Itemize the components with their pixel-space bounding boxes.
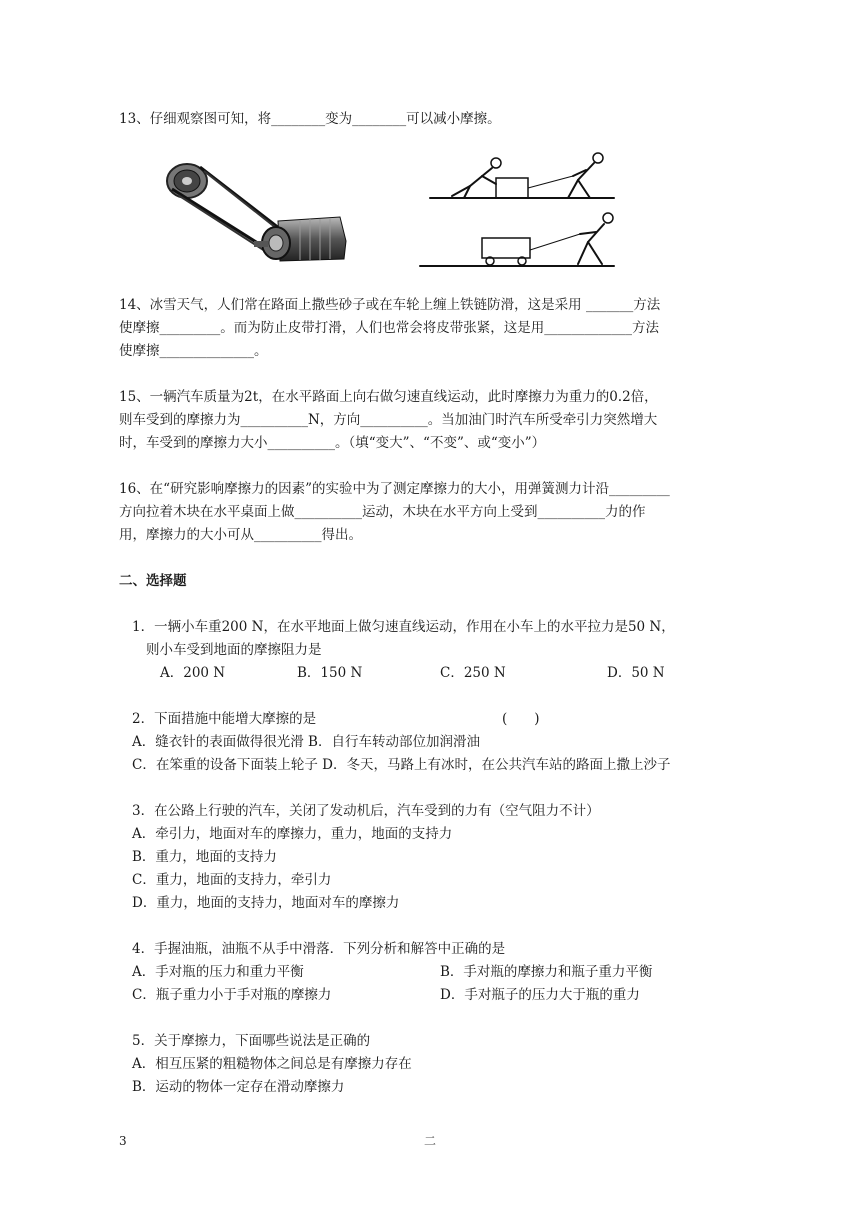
choice-3-option-c: C．重力，地面的支持力，牵引力	[132, 872, 332, 888]
choice-3-option-b: B．重力，地面的支持力	[132, 849, 277, 865]
choice-5-option-a: A．相互压紧的粗糙物体之间总是有摩擦力存在	[132, 1056, 412, 1072]
belt-pulley-figure	[160, 155, 350, 267]
choice-3-option-d: D．重力，地面的支持力，地面对车的摩擦力	[132, 895, 400, 911]
choice-1-stem-line-1: 1．一辆小车重200 N，在水平地面上做匀速直线运动，作用在小车上的水平拉力是50 N，	[132, 619, 675, 635]
choice-4-option-d: D．手对瓶子的压力大于瓶的重力	[440, 987, 640, 1003]
section-heading: 二、选择题	[119, 573, 187, 589]
page-number: 3	[119, 1134, 127, 1148]
choice-1-option-c: C．250 N	[440, 665, 506, 681]
answer-parentheses: ( )	[502, 711, 540, 727]
question-14-line-1: 14、冰雪天气，人们常在路面上撒些砂子或在车轮上缠上铁链防滑，这是采用 _______方法	[119, 297, 661, 313]
choice-4-option-c: C．瓶子重力小于手对瓶的摩擦力	[132, 987, 332, 1003]
choice-4-option-a: A．手对瓶的压力和重力平衡	[132, 964, 304, 980]
push-pull-figure	[418, 150, 628, 272]
choice-1-option-b: B．150 N	[297, 665, 363, 681]
question-16-line-3: 用，摩擦力的大小可从__________得出。	[119, 527, 362, 543]
question-15-line-3: 时，车受到的摩擦力大小__________。（填“变大”、“不变”、或“变小”）	[119, 435, 546, 451]
choice-1-stem-line-2: 则小车受到地面的摩擦阻力是	[146, 642, 322, 658]
choice-4-option-b: B．手对瓶的摩擦力和瓶子重力平衡	[440, 964, 653, 980]
choice-3-option-a: A．牵引力，地面对车的摩擦力，重力，地面的支持力	[132, 826, 453, 842]
choice-1-option-d: D．50 N	[607, 665, 665, 681]
choice-2-options-ab: A．缝衣针的表面做得很光滑 B．自行车转动部位加润滑油	[132, 734, 480, 750]
question-14-line-3: 使摩擦______________。	[119, 343, 268, 359]
choice-5-option-b: B．运动的物体一定存在滑动摩擦力	[132, 1079, 345, 1095]
choice-3-stem: 3．在公路上行驶的汽车，关闭了发动机后，汽车受到的力有（空气阻力不计）	[132, 803, 600, 819]
question-15-line-2: 则车受到的摩擦力为__________N，方向__________。当加油门时汽车所受牵引力突然增大	[119, 412, 658, 428]
question-15-line-1: 15、一辆汽车质量为2t，在水平路面上向右做匀速直线运动，此时摩擦力为重力的0.2倍，	[119, 389, 658, 405]
choice-4-stem: 4．手握油瓶，油瓶不从手中滑落．下列分析和解答中正确的是	[132, 941, 506, 957]
choice-2-stem: 2．下面措施中能增大摩擦的是	[132, 711, 317, 727]
question-16-line-1: 16、在“研究影响摩擦力的因素”的实验中为了测定摩擦力的大小，用弹簧测力计沿_________	[119, 481, 670, 497]
question-14-line-2: 使摩擦_________。而为防止皮带打滑，人们也常会将皮带张紧，这是用_____________方法	[119, 320, 659, 336]
question-16-line-2: 方向拉着木块在水平桌面上做__________运动，木块在水平方向上受到__________力的作	[119, 504, 646, 520]
choice-2-options-cd: C．在笨重的设备下面装上轮子 D．冬天，马路上有冰时，在公共汽车站的路面上撒上沙子	[132, 757, 671, 773]
question-13: 13、仔细观察图可知，将________变为________可以减小摩擦。	[119, 111, 501, 127]
footer-center-text: 二	[424, 1134, 437, 1148]
choice-5-stem: 5．关于摩擦力，下面哪些说法是正确的	[132, 1033, 371, 1049]
choice-1-option-a: A．200 N	[160, 665, 226, 681]
